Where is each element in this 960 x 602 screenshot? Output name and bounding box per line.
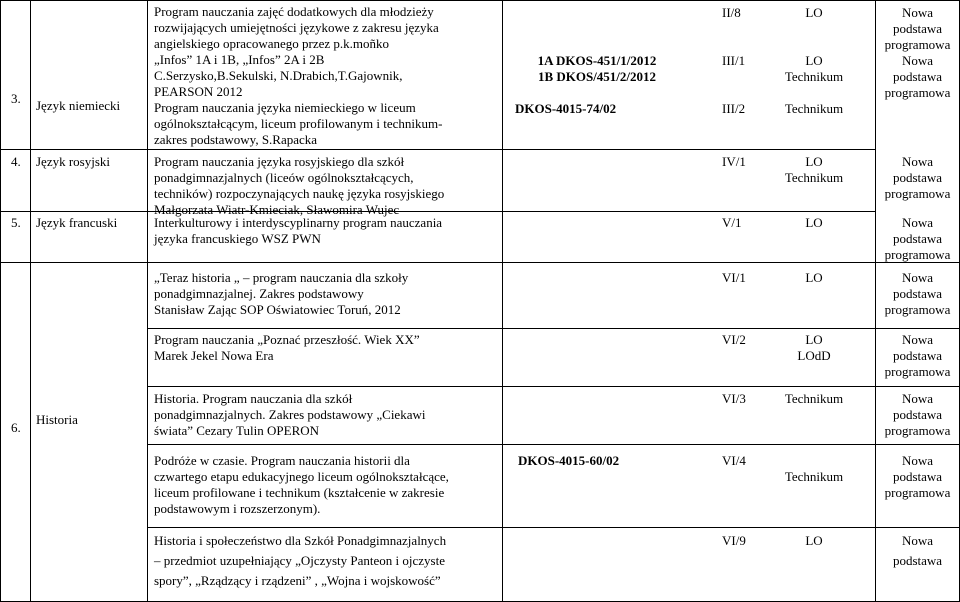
curriculum-basis: podstawa bbox=[892, 407, 943, 422]
program-description: – przedmiot uzupełniający „Ojczysty Panteon i ojczyste bbox=[154, 553, 445, 568]
program-description: Program nauczania „Poznać przeszłość. Wiek XX” bbox=[154, 332, 420, 347]
program-description: świata” Cezary Tulin OPERON bbox=[154, 423, 320, 438]
curriculum-basis: programowa bbox=[884, 302, 951, 317]
program-description: Program nauczania języka niemieckiego w liceum bbox=[154, 100, 416, 115]
curriculum-basis: podstawa bbox=[892, 553, 943, 568]
program-description: „Infos” 1A i 1B, „Infos” 2A i 2B bbox=[154, 52, 325, 67]
grid-line bbox=[0, 262, 960, 263]
class-code: V/1 bbox=[722, 215, 742, 230]
program-description: spory”, „Rządzący i rządzeni” , „Wojna i wojskowość” bbox=[154, 573, 441, 588]
grid-line bbox=[147, 0, 148, 602]
curriculum-basis: Nowa bbox=[901, 332, 934, 347]
curriculum-basis: podstawa bbox=[892, 21, 943, 36]
grid-line bbox=[147, 444, 960, 445]
subject-name: Język niemiecki bbox=[36, 98, 121, 113]
curriculum-basis: Nowa bbox=[901, 53, 934, 68]
curriculum-basis: Nowa bbox=[901, 533, 934, 548]
program-description: ponadgimnazjalnej. Zakres podstawowy bbox=[154, 286, 364, 301]
curriculum-basis: podstawa bbox=[892, 170, 943, 185]
school-type: LO bbox=[805, 5, 823, 20]
grid-line bbox=[0, 0, 1, 602]
school-type: Technikum bbox=[784, 469, 844, 484]
subject-name: Historia bbox=[36, 412, 78, 427]
program-description: liceum profilowane i technikum (kształcenie w zakresie bbox=[154, 485, 445, 500]
program-description: techników) rozpoczynających naukę języka rosyjskiego bbox=[154, 186, 445, 201]
curriculum-basis: programowa bbox=[884, 37, 951, 52]
curriculum-basis: podstawa bbox=[892, 69, 943, 84]
program-description: Historia i społeczeństwo dla Szkół Ponadgimnazjalnych bbox=[154, 533, 447, 548]
program-description: ponadgimnazjalnych (liceów ogólnokształcących, bbox=[154, 170, 414, 185]
grid-line bbox=[0, 149, 875, 150]
class-code: III/2 bbox=[722, 101, 746, 116]
school-type: LO bbox=[805, 215, 823, 230]
school-type: Technikum bbox=[784, 69, 844, 84]
program-description: ogólnokształcącym, liceum profilowanym i technikum- bbox=[154, 116, 443, 131]
row-number: 6. bbox=[11, 420, 21, 435]
school-type: LOdD bbox=[797, 348, 831, 363]
program-description: C.Serzysko,B.Sekulski, N.Drabich,T.Gajownik, bbox=[154, 68, 403, 83]
curriculum-basis: podstawa bbox=[892, 286, 943, 301]
program-description: rozwijających umiejętności językowe z zakresu języka bbox=[154, 20, 439, 35]
row-number: 4. bbox=[11, 154, 21, 169]
program-approval-number: 1B DKOS/451/2/2012 bbox=[537, 69, 657, 84]
school-type: LO bbox=[805, 332, 823, 347]
row-number: 5. bbox=[11, 215, 21, 230]
school-type: Technikum bbox=[784, 170, 844, 185]
curriculum-basis: podstawa bbox=[892, 348, 943, 363]
program-description: Małgorzata Wiatr-Kmieciak, Sławomira Wujec bbox=[154, 202, 400, 217]
program-description: Program nauczania zajęć dodatkowych dla młodzieży bbox=[154, 4, 434, 19]
grid-line bbox=[147, 527, 960, 528]
grid-line bbox=[0, 211, 875, 212]
grid-line bbox=[147, 386, 960, 387]
curriculum-basis: programowa bbox=[884, 485, 951, 500]
program-description: czwartego etapu edukacyjnego liceum ogólnokształcące, bbox=[154, 469, 449, 484]
program-description: Interkulturowy i interdyscyplinarny program nauczania bbox=[154, 215, 443, 230]
school-type: LO bbox=[805, 154, 823, 169]
program-description: Stanisław Zając SOP Oświatowiec Toruń, 2012 bbox=[154, 302, 401, 317]
curriculum-basis: podstawa bbox=[892, 469, 943, 484]
curriculum-basis: programowa bbox=[884, 364, 951, 379]
program-description: Podróże w czasie. Program nauczania historii dla bbox=[154, 453, 410, 468]
class-code: VI/4 bbox=[722, 453, 746, 468]
curriculum-basis: Nowa bbox=[901, 154, 934, 169]
school-type: LO bbox=[805, 270, 823, 285]
curriculum-basis: Nowa bbox=[901, 5, 934, 20]
program-description: „Teraz historia „ – program nauczania dla szkoły bbox=[154, 270, 409, 285]
class-code: VI/1 bbox=[722, 270, 746, 285]
subject-name: Język rosyjski bbox=[36, 154, 111, 169]
curriculum-basis: Nowa bbox=[901, 453, 934, 468]
class-code: VI/2 bbox=[722, 332, 746, 347]
curriculum-basis: Nowa bbox=[901, 215, 934, 230]
class-code: III/1 bbox=[722, 53, 746, 68]
subject-name: Język francuski bbox=[36, 215, 118, 230]
program-description: podstawowym i rozszerzonym). bbox=[154, 501, 321, 516]
program-description: Marek Jekel Nowa Era bbox=[154, 348, 274, 363]
program-approval-number: 1A DKOS-451/1/2012 bbox=[537, 53, 657, 68]
curriculum-basis: programowa bbox=[884, 186, 951, 201]
grid-line bbox=[0, 0, 960, 1]
class-code: IV/1 bbox=[722, 154, 746, 169]
grid-line bbox=[502, 0, 503, 602]
grid-line bbox=[30, 0, 31, 602]
curriculum-basis: podstawa bbox=[892, 231, 943, 246]
school-type: Technikum bbox=[784, 391, 844, 406]
curriculum-basis: programowa bbox=[884, 85, 951, 100]
program-description: Program nauczania języka rosyjskiego dla szkół bbox=[154, 154, 405, 169]
class-code: VI/3 bbox=[722, 391, 746, 406]
curriculum-basis: programowa bbox=[884, 423, 951, 438]
program-description: zakres podstawowy, S.Rapacka bbox=[154, 132, 318, 147]
program-approval-number: DKOS-4015-60/02 bbox=[518, 453, 620, 468]
row-number: 3. bbox=[11, 91, 21, 106]
school-type: LO bbox=[805, 53, 823, 68]
class-code: VI/9 bbox=[722, 533, 746, 548]
curriculum-basis: Nowa bbox=[901, 270, 934, 285]
program-description: PEARSON 2012 bbox=[154, 84, 243, 99]
school-type: Technikum bbox=[784, 101, 844, 116]
grid-line bbox=[147, 328, 960, 329]
class-code: II/8 bbox=[722, 5, 741, 20]
program-approval-number: DKOS-4015-74/02 bbox=[515, 101, 617, 116]
curriculum-basis: Nowa bbox=[901, 391, 934, 406]
curriculum-basis: programowa bbox=[884, 247, 951, 262]
program-description: angielskiego opracowanego przez p.k.moñko bbox=[154, 36, 390, 51]
program-description: Historia. Program nauczania dla szkół bbox=[154, 391, 353, 406]
program-description: języka francuskiego WSZ PWN bbox=[154, 231, 321, 246]
school-type: LO bbox=[805, 533, 823, 548]
program-description: ponadgimnazjalnych. Zakres podstawowy „Ciekawi bbox=[154, 407, 426, 422]
